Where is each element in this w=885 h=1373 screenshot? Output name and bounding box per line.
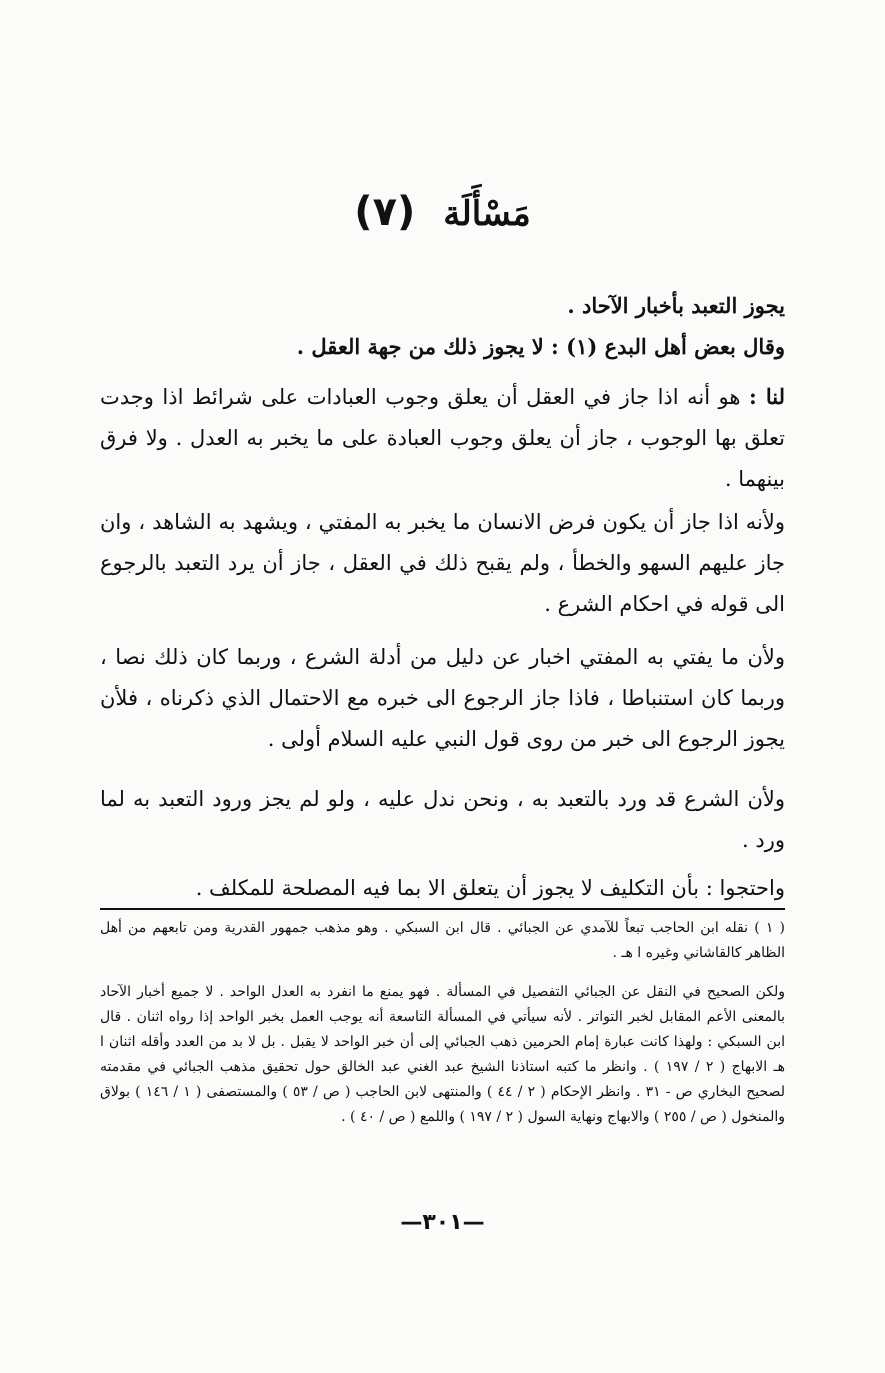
paragraph-5: واحتجوا : بأن التكليف لا يجوز أن يتعلق الا بما فيه المصلحة للمكلف . [100,870,785,910]
paragraph-1-text: هو أنه اذا جاز في العقل أن يعلق وجوب العبادات على شرائط اذا وجدت تعلق بها الوجوب ، جاز أن يعلق وجوب العبادة على ما يخبر به العدل . ولا فرق بينهما . [100,385,785,491]
intro-block [100,285,785,367]
footnote-1: ( ١ ) نقله ابن الحاجب تبعاً للآمدي عن الجبائي . قال ابن السبكي . وهو مذهب جمهور القدرية ومن تابعهم من أهل الظاهر كالقاشاني وغيره ا هـ . [100,920,785,961]
footnote-2: ولكن الصحيح في النقل عن الجبائي التفصيل في المسألة . فهو يمنع ما انفرد به العدل الواحد . لا جميع أخبار الآحاد بالمعنى الأعم المقابل لخبر التواتر . لأنه سيأتي في المسألة التاسعة أنه يوجب العمل بخبر الواحد إذا رواه اثنان . قال ابن السبكي : ولهذا كانت عبارة إمام الحرمين ذهب الجبائي إلى أن خبر الواحد لا يقبل . بل لا بد من العدد وأقله اثنان ا هـ الابهاج ( ٢ / ١٩٧ ) . وانظر ما كتبه استاذنا الشيخ عبد الغني عبد الخالق حول تحقيق مذهب الجبائي في مقدمته لصحيح البخاري ص - ٣١ . وانظر الإحكام ( ٢ / ٤٤ ) والمنتهى لابن الحاجب ( ص / ٥٣ ) والمستصفى ( ١ / ١٤٦ ) بولاق والمنخول ( ص / ٢٥٥ ) والابهاج ونهاية السول ( ٢ / ١٩٧ ) واللمع ( ص / ٤٠ ) . [100,984,786,1125]
paragraph-1 [100,376,785,500]
intro-line-2: وقال بعض أهل البدع (١) : لا يجوز ذلك من جهة العقل . [296,334,785,359]
page-number: —٣٠١— [400,1210,485,1235]
heading-word: مَسْأَلَة [443,194,531,234]
heading-number: (٧) [354,189,416,235]
intro-line-1: يجوز التعبد بأخبار الآحاد . [567,293,785,318]
section-heading [0,186,885,240]
paragraph-4: ولأن الشرع قد ورد بالتعبد به ، ونحن ندل عليه ، ولو لم يجز ورود التعبد به لما ورد . [100,787,785,852]
paragraph-3: ولأن ما يفتي به المفتي اخبار عن دليل من أدلة الشرع ، وربما كان ذلك نصا ، وربما كان استنباطا ، فاذا جاز الرجوع الى خبره مع الاحتمال الذي ذكرناه ، فلأن يجوز الرجوع الى خبر من روى قول النبي عليه السلام أولى . [100,645,785,751]
paragraph-2: ولأنه اذا جاز أن يكون فرض الانسان ما يخبر به المفتي ، ويشهد به الشاهد ، وان جاز عليهم السهو والخطأ ، ولم يقبح ذلك في العقل ، جاز أن يرد التعبد بالرجوع الى قوله في احكام الشرع . [100,510,785,616]
paragraph-1-lead: لنا : [748,384,785,409]
